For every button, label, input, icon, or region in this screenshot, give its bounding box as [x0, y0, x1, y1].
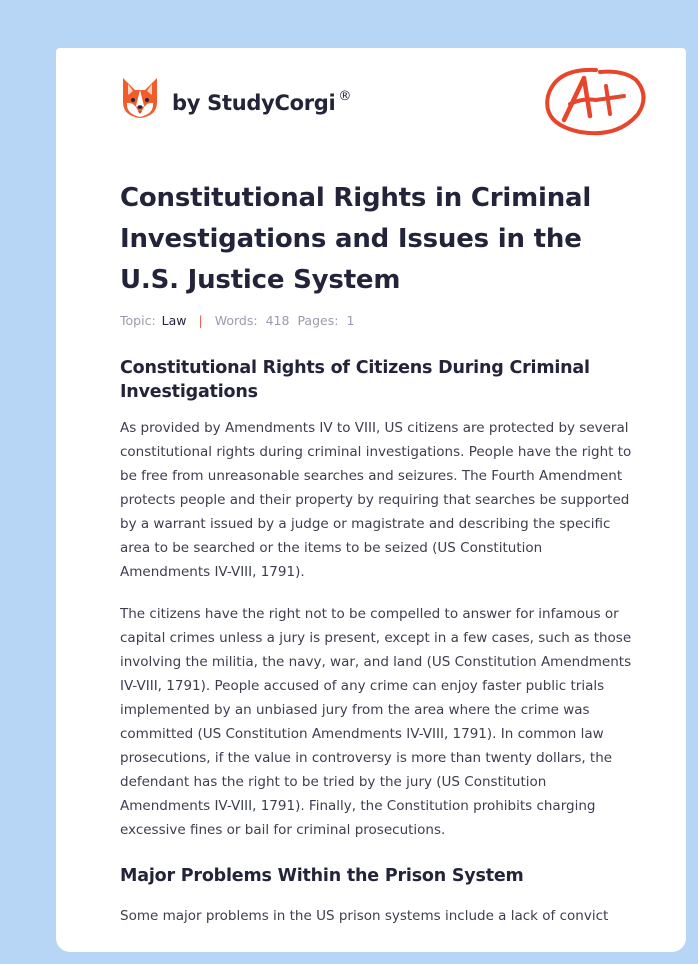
- document-page: [56, 48, 686, 952]
- corgi-icon: [120, 76, 160, 120]
- section-heading-prison: Major Problems Within the Prison System: [120, 866, 524, 886]
- pages-value: 1: [346, 313, 355, 328]
- article-meta: [120, 313, 632, 328]
- topic-link[interactable]: Law: [161, 313, 187, 328]
- pages-label: Pages:: [297, 313, 339, 328]
- studycorgi-logo[interactable]: [120, 76, 351, 120]
- paragraph: Some major problems in the US prison systems include a lack of convict: [120, 908, 609, 924]
- paragraph: The citizens have the right not to be compelled to answer for infamous or capital crimes unless a jury is present, except in a few cases, such as those involving the militia, the navy, war, and land (US Constitution Amendments IV-VIII, 1791). People accused of any crime can enjoy faster public trials implemented by an unbiased jury from the area where the crime was committed (US Constitution Amendments IV-VIII, 1791). In common law prosecutions, if the value in controversy is more than twenty dollars, the defendant has the right to be tried by the jury (US Constitution Amendments IV-VIII, 1791). Finally, the Constitution prohibits charging excessive fines or bail for criminal prosecutions.: [120, 606, 632, 838]
- paragraph: As provided by Amendments IV to VIII, US citizens are protected by several constitutional rights during criminal investigations. People have the right to be free from unreasonable searches and seizures. The Fourth Amendment protects people and their property by requiring that searches be supported by a warrant issued by a judge or magistrate and describing the specific area to be searched or the items to be seized (US Constitution Amendments IV-VIII, 1791).: [120, 420, 632, 580]
- topic-label: Topic:: [120, 313, 156, 328]
- words-label: Words:: [214, 313, 258, 328]
- page-title: Constitutional Rights in Criminal Investigations and Issues in the U.S. Justice System: [120, 183, 592, 295]
- meta-separator: |: [198, 313, 203, 328]
- article: [120, 178, 632, 928]
- brand-name: by StudyCorgi ®: [172, 89, 352, 115]
- section-heading-rights: Constitutional Rights of Citizens During Criminal Investigations: [120, 358, 590, 402]
- a-plus-grade-icon: [540, 62, 650, 142]
- header: [120, 76, 650, 146]
- words-value: 418: [265, 313, 290, 328]
